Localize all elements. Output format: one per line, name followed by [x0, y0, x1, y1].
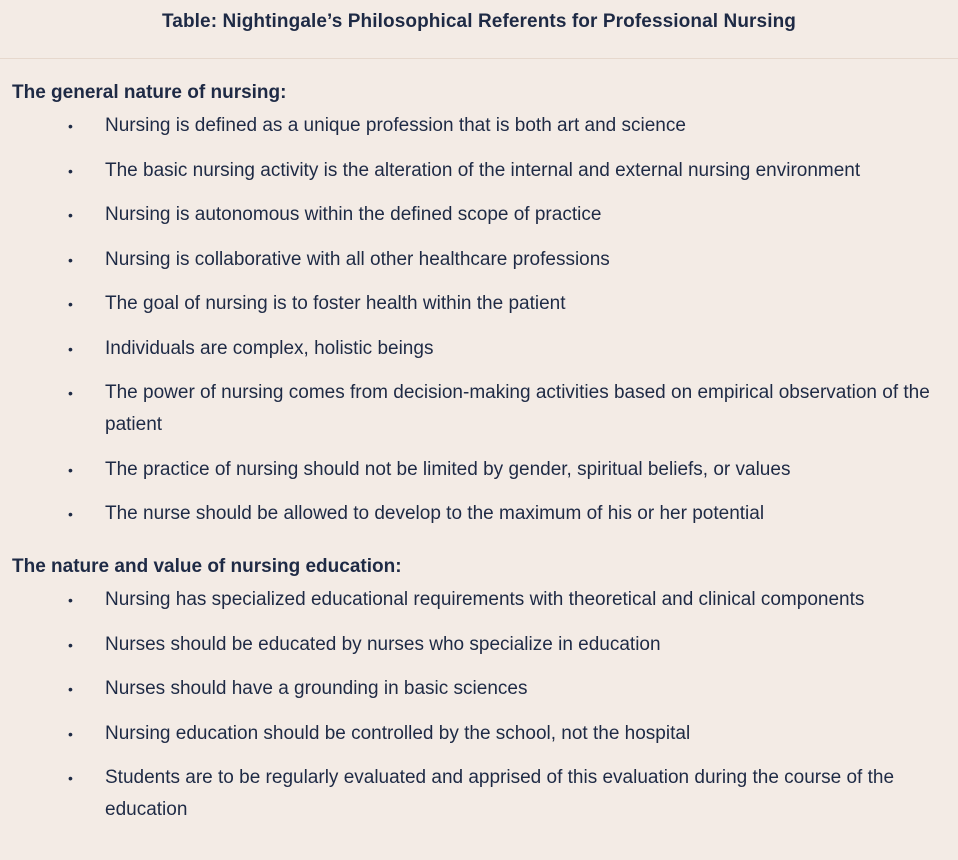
bullet-icon: • — [68, 118, 73, 134]
list-item — [12, 673, 958, 705]
list-item — [12, 110, 958, 142]
list-item — [12, 199, 958, 231]
list-item — [12, 454, 958, 486]
list-item-text: Nurses should have a grounding in basic sciences — [105, 678, 528, 699]
list-item — [12, 629, 958, 661]
table-title: Table: Nightingale’s Philosophical Referents for Professional Nursing — [161, 11, 796, 32]
section-heading: The nature and value of nursing education: — [12, 556, 402, 577]
section-nursing-education — [0, 530, 958, 826]
bullet-icon: • — [68, 340, 73, 357]
list-item-text: Nurses should be educated by nurses who specialize in education — [105, 633, 661, 655]
list-item — [12, 377, 958, 441]
list-item — [12, 718, 958, 750]
list-item-text: Individuals are complex, holistic beings — [105, 337, 434, 359]
bullet-icon: • — [68, 296, 73, 312]
bullet-icon: • — [68, 461, 73, 478]
bullet-icon: • — [68, 592, 73, 608]
list-item-text: The basic nursing activity is the alteration of the internal and external nursing environment — [105, 159, 861, 181]
list-item-text: The goal of nursing is to foster health within the patient — [105, 293, 566, 314]
table-title-bar — [0, 0, 958, 59]
list-item — [12, 333, 958, 365]
list-item-text: The nurse should be allowed to develop to the maximum of his or her potential — [105, 503, 765, 524]
bullet-icon: • — [68, 636, 73, 653]
bullet-list — [12, 584, 958, 826]
list-item-text: Nursing is autonomous within the defined scope of practice — [105, 204, 602, 225]
list-item-text: Students are to be regularly evaluated and apprised of this evaluation during the course of the education — [105, 767, 895, 820]
list-item — [12, 244, 958, 276]
list-item-text: The practice of nursing should not be limited by gender, spiritual beliefs, or values — [105, 458, 791, 480]
list-item — [12, 584, 958, 616]
bullet-icon: • — [68, 162, 73, 179]
list-item — [12, 155, 958, 187]
bullet-icon: • — [68, 251, 73, 268]
bullet-icon: • — [68, 207, 73, 223]
section-heading: The general nature of nursing: — [12, 82, 287, 103]
bullet-icon: • — [68, 506, 73, 522]
section-general-nature — [0, 59, 958, 530]
bullet-list — [12, 110, 958, 530]
list-item — [12, 762, 958, 826]
bullet-icon: • — [68, 681, 73, 697]
list-item-text: Nursing has specialized educational requirements with theoretical and clinical components — [105, 589, 865, 610]
bullet-icon: • — [68, 770, 73, 786]
bullet-icon: • — [68, 385, 73, 401]
list-item — [12, 498, 958, 530]
bullet-icon: • — [68, 725, 73, 742]
list-item — [12, 288, 958, 320]
list-item-text: Nursing is collaborative with all other healthcare professions — [105, 248, 610, 270]
list-item-text: Nursing education should be controlled by the school, not the hospital — [105, 722, 691, 744]
list-item-text: Nursing is defined as a unique profession that is both art and science — [105, 115, 686, 136]
list-item-text: The power of nursing comes from decision-making activities based on empirical observation of the patient — [105, 382, 930, 435]
